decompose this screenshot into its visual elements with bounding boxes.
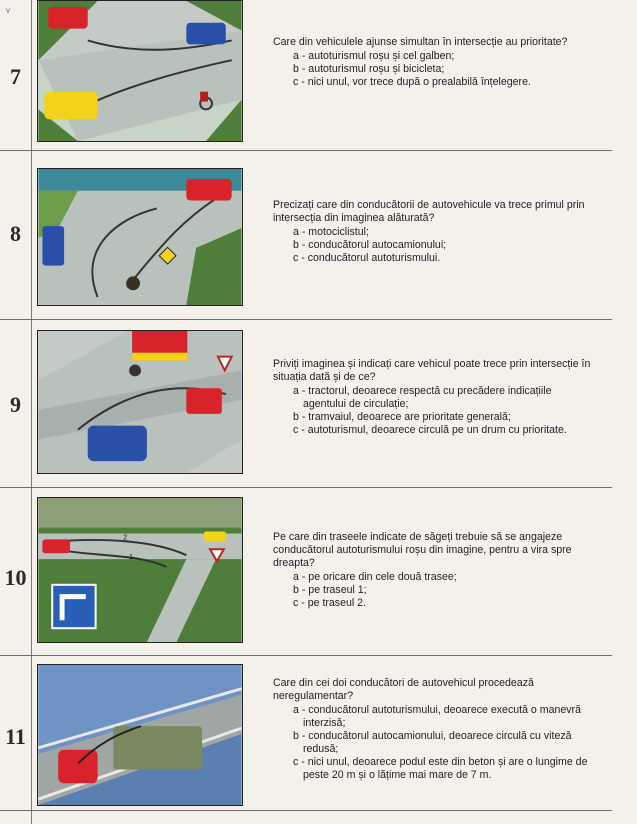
question-text: Care din cei doi conducători de autovehicul procedează neregulamentar? (273, 677, 534, 702)
question-10 (273, 531, 593, 610)
row-divider (0, 150, 612, 151)
answer-option-a[interactable]: a - tractorul, deoarece respectă cu precădere indicațiile agentului de circulație; (293, 385, 552, 410)
question-number: 8 (10, 221, 21, 246)
intersection-illustration (37, 497, 243, 643)
answer-option-a[interactable]: a - conducătorul autoturismului, deoarece execută o manevră interzisă; (293, 704, 581, 729)
intersection-illustration (37, 0, 243, 142)
question-number: 11 (5, 724, 26, 749)
answer-option-b[interactable]: b - tramvaiul, deoarece are prioritate generală; (293, 411, 511, 423)
question-7 (273, 36, 593, 89)
crossroads-drawing (38, 169, 242, 305)
row-divider (0, 655, 612, 656)
corner-mark: v (6, 6, 10, 15)
question-9 (273, 358, 593, 437)
intersection-illustration (37, 330, 243, 474)
bridge-illustration (37, 664, 243, 806)
question-text: Precizați care din conducătorii de autovehicule va trece primul prin intersecția din imaginea alăturată? (273, 199, 585, 224)
crossroads-drawing (38, 331, 242, 473)
answer-option-a[interactable]: a - autoturismul roșu și cel galben; (293, 50, 455, 62)
question-number: 10 (4, 565, 27, 590)
answer-option-a[interactable]: a - motociclistul; (293, 226, 369, 238)
answer-option-c[interactable]: c - nici unul, deoarece podul este din beton și are o lungime de peste 20 m și o lățime mai mare de 7 m. (293, 756, 588, 781)
answer-option-b[interactable]: b - autoturismul roșu și bicicleta; (293, 63, 445, 75)
question-text: Care din vehiculele ajunse simultan în intersecție au prioritate? (273, 36, 568, 48)
answer-option-c[interactable]: c - autoturismul, deoarece circulă pe un drum cu prioritate. (293, 424, 567, 436)
answer-option-b[interactable]: b - conducătorul autocamionului, deoarece circulă cu viteză redusă; (293, 730, 572, 755)
answer-option-c[interactable]: c - pe traseul 2. (293, 597, 367, 609)
number-column-divider (31, 0, 32, 824)
route-label-1: 1 (129, 554, 133, 562)
question-text: Priviți imaginea și indicați care vehicul poate trece prin intersecție în situația dată și de ce? (273, 358, 591, 383)
answer-option-b[interactable]: b - pe traseul 1; (293, 584, 367, 596)
route-label-2: 2 (123, 534, 128, 542)
question-number: 7 (10, 64, 21, 89)
answer-option-c[interactable]: c - nici unul, vor trece după o prealabilă înțelegere. (293, 76, 531, 88)
crossroads-drawing (38, 498, 242, 642)
crossroads-drawing (38, 1, 242, 141)
answer-option-a[interactable]: a - pe oricare din cele două trasee; (293, 571, 457, 583)
answer-option-c[interactable]: c - conducătorul autoturismului. (293, 252, 441, 264)
answer-option-b[interactable]: b - conducătorul autocamionului; (293, 239, 447, 251)
row-divider (0, 487, 612, 488)
question-text: Pe care din traseele indicate de săgeți trebuie să se angajeze conducătorul autoturismului roșu din imagine, pentru a vira spre dreapta? (273, 531, 572, 569)
row-divider (0, 319, 612, 320)
bridge-drawing (38, 665, 242, 805)
row-divider (0, 810, 612, 811)
question-11 (273, 677, 593, 782)
intersection-illustration (37, 168, 243, 306)
question-8 (273, 199, 593, 265)
question-number: 9 (10, 392, 21, 417)
